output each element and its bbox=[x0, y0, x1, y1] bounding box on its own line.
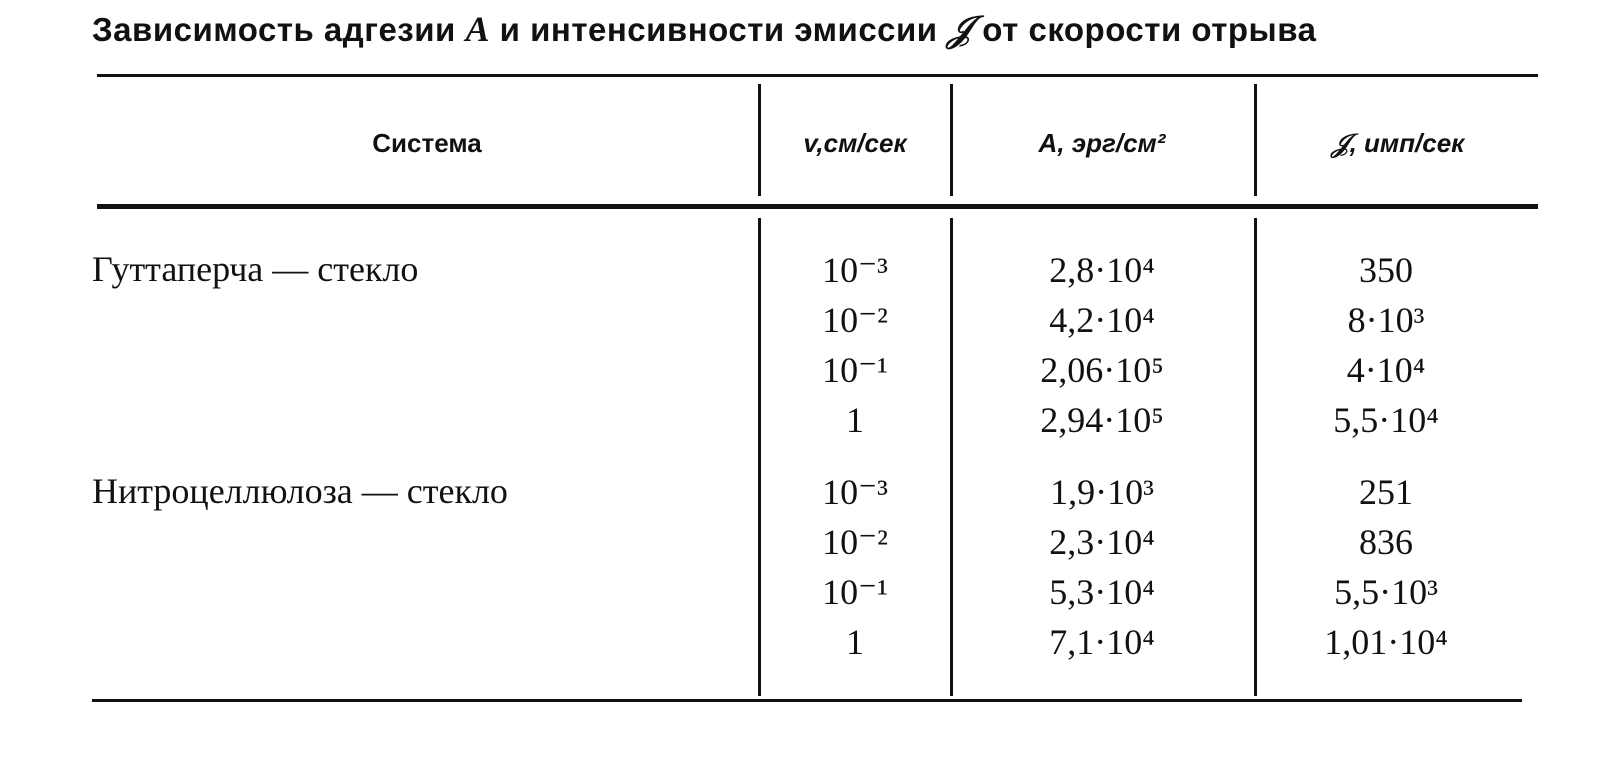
cell-adhesion: 4,2·10⁴ bbox=[1049, 300, 1155, 340]
cell-intensity: 4·10⁴ bbox=[1346, 350, 1426, 390]
cell-intensity: 836 bbox=[1359, 522, 1413, 562]
title-symbol-i: 𝒥 bbox=[947, 9, 973, 49]
header-system: Система bbox=[372, 128, 482, 158]
cell-velocity: 10⁻² bbox=[822, 522, 888, 562]
bottom-rule bbox=[92, 699, 1522, 702]
top-rule bbox=[97, 74, 1538, 77]
cell-intensity: 5,5·10⁴ bbox=[1333, 400, 1439, 440]
header-velocity: v,см/сек bbox=[803, 128, 907, 158]
title-suffix: от скорости отрыва bbox=[982, 11, 1317, 48]
cell-adhesion: 2,8·10⁴ bbox=[1049, 250, 1155, 290]
cell-velocity: 1 bbox=[846, 400, 864, 440]
cell-velocity: 10⁻² bbox=[822, 300, 888, 340]
header-intensity: 𝒥, имп/сек bbox=[1331, 128, 1465, 158]
cell-intensity: 8·10³ bbox=[1347, 300, 1425, 340]
cell-adhesion: 7,1·10⁴ bbox=[1049, 622, 1155, 662]
header-adhesion: A, эрг/см² bbox=[1038, 128, 1166, 158]
cell-adhesion: 5,3·10⁴ bbox=[1049, 572, 1155, 612]
title-middle: и интенсивности эмиссии bbox=[499, 11, 938, 48]
cell-velocity: 10⁻³ bbox=[822, 472, 888, 512]
cell-adhesion: 2,94·10⁵ bbox=[1040, 400, 1164, 440]
cell-adhesion: 1,9·10³ bbox=[1050, 472, 1154, 512]
title-prefix: Зависимость адгезии bbox=[92, 11, 456, 48]
header-rule bbox=[97, 204, 1538, 209]
title-symbol-a: A bbox=[465, 9, 490, 49]
cell-intensity: 350 bbox=[1359, 250, 1413, 290]
cell-velocity: 10⁻¹ bbox=[822, 572, 888, 612]
cell-adhesion: 2,3·10⁴ bbox=[1049, 522, 1155, 562]
cell-velocity: 10⁻³ bbox=[822, 250, 888, 290]
cell-intensity: 251 bbox=[1359, 472, 1413, 512]
table-title bbox=[92, 8, 1316, 51]
cell-adhesion: 2,06·10⁵ bbox=[1040, 350, 1164, 390]
cell-velocity: 1 bbox=[846, 622, 864, 662]
cell-intensity: 5,5·10³ bbox=[1334, 572, 1438, 612]
cell-intensity: 1,01·10⁴ bbox=[1324, 622, 1448, 662]
cell-velocity: 10⁻¹ bbox=[822, 350, 888, 390]
system-name: Нитроцеллюлоза — стекло bbox=[92, 471, 508, 511]
system-name: Гуттаперча — стекло bbox=[92, 249, 419, 289]
